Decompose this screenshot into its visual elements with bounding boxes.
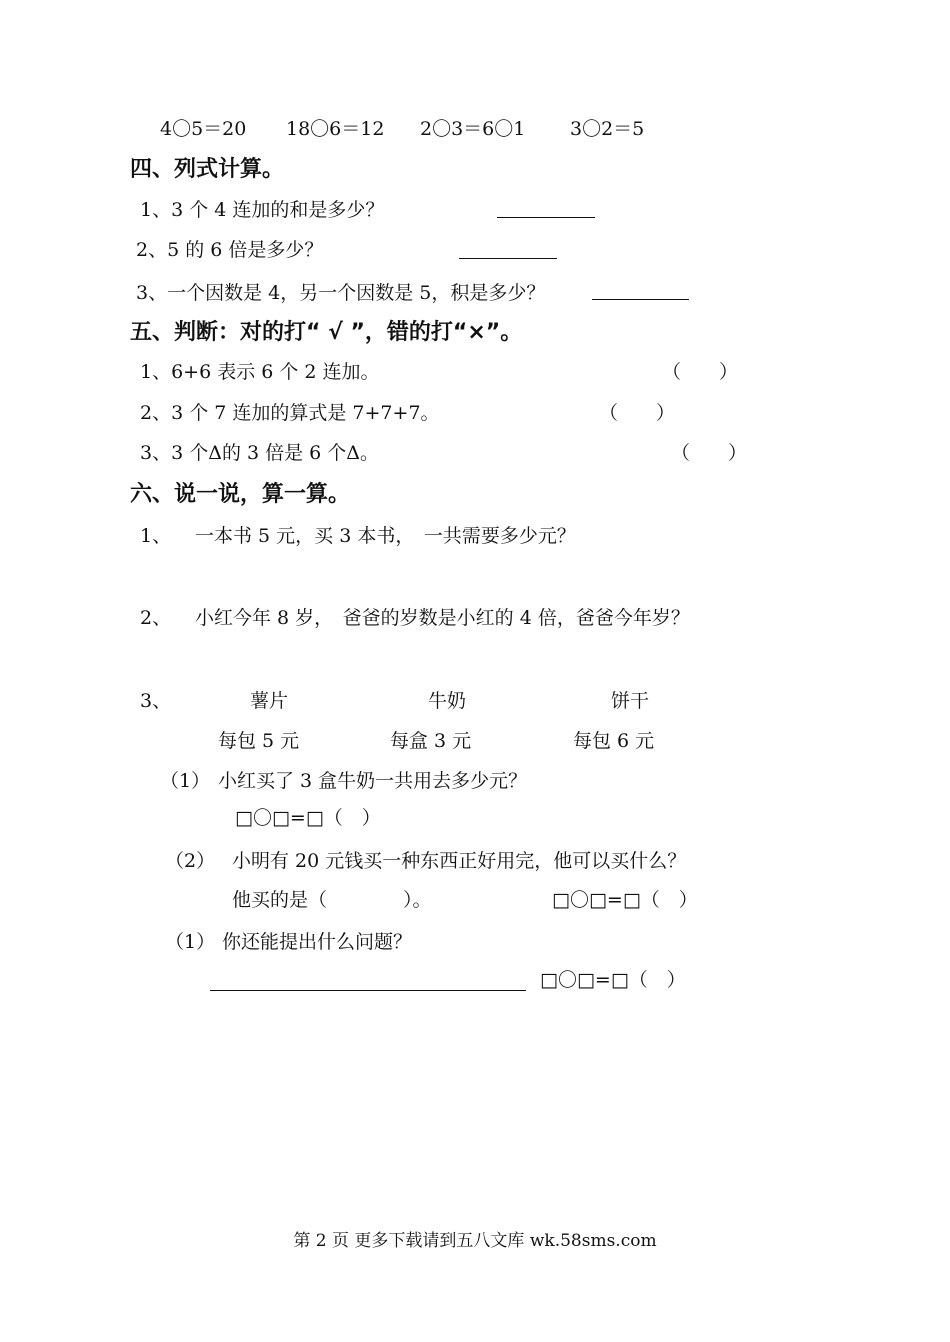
- formula-1[interactable]: □〇□=□（ ）: [235, 807, 381, 829]
- section5-q3: 3、3 个Δ的 3 倍是 6 个Δ。: [140, 442, 379, 464]
- section4-title: 四、列式计算。: [130, 157, 285, 182]
- section6-q1: 一本书 5 元，买 3 本书， 一共需要多少元？: [195, 525, 576, 547]
- formula-2[interactable]: □〇□=□（ ）: [552, 889, 698, 911]
- section6-q2-number: 2、: [140, 607, 172, 629]
- section5-q2: 2、3 个 7 连加的算式是 7+7+7。: [140, 402, 440, 424]
- answer-blank-4-3[interactable]: [592, 299, 689, 300]
- item-price-chips: 每包 5 元: [218, 730, 300, 752]
- item-name-milk: 牛奶: [428, 690, 467, 712]
- sub3-question: 你还能提出什么问题？: [222, 931, 413, 953]
- section5-q1: 1、6+6 表示 6 个 2 连加。: [140, 361, 380, 383]
- equation-3: 2〇3＝6〇1: [420, 118, 526, 140]
- answer-blank-4-2[interactable]: [459, 258, 557, 259]
- section4-q2: 2、5 的 6 倍是多少？: [136, 239, 324, 261]
- equation-2: 18〇6＝12: [286, 118, 385, 140]
- judge-paren-3[interactable]: （ ）: [671, 442, 748, 464]
- section6-q1-number: 1、: [140, 525, 172, 547]
- item-name-biscuits: 饼干: [611, 690, 650, 712]
- section4-q3: 3、一个因数是 4，另一个因数是 5，积是多少？: [136, 282, 546, 304]
- equation-4: 3〇2＝5: [570, 118, 645, 140]
- section6-q2: 小红今年 8 岁， 爸爸的岁数是小红的 4 倍，爸爸今年岁？: [195, 607, 690, 629]
- formula-3[interactable]: □〇□=□（ ）: [540, 969, 686, 991]
- item-name-chips: 薯片: [250, 690, 289, 712]
- sub3-number: （1）: [165, 931, 216, 953]
- judge-paren-2[interactable]: （ ）: [599, 402, 676, 424]
- answer-blank-4-1[interactable]: [497, 217, 595, 218]
- page-footer: 第 2 页 更多下载请到五八文库 wk.58sms.com: [293, 1231, 657, 1251]
- sub2-answer[interactable]: 他买的是（ ）。: [232, 889, 432, 911]
- item-price-milk: 每盒 3 元: [390, 730, 472, 752]
- sub1-question: 小红买了 3 盒牛奶一共用去多少元？: [218, 770, 528, 792]
- sub2-number: （2）: [165, 850, 216, 872]
- item-price-biscuits: 每包 6 元: [573, 730, 655, 752]
- section6-title: 六、说一说，算一算。: [130, 482, 351, 507]
- sub1-number: （1）: [160, 770, 211, 792]
- section5-title: 五、判断：对的打“ √ ”，错的打“×”。: [130, 320, 523, 345]
- section4-q1: 1、3 个 4 连加的和是多少？: [140, 199, 385, 221]
- equation-1: 4〇5＝20: [160, 118, 247, 140]
- judge-paren-1[interactable]: （ ）: [662, 361, 739, 383]
- section6-q3-number: 3、: [140, 690, 172, 712]
- question-blank-line[interactable]: [210, 990, 526, 991]
- sub2-question: 小明有 20 元钱买一种东西正好用完，他可以买什么？: [232, 850, 687, 872]
